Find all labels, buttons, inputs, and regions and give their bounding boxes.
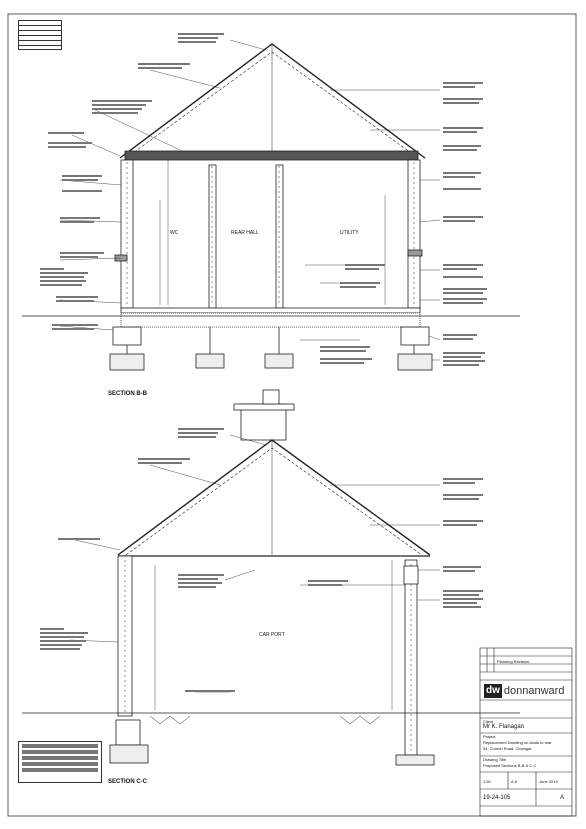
client-label: Client — [483, 719, 494, 724]
project-label: Project — [483, 734, 496, 739]
revision-letter: A — [560, 795, 565, 801]
cc-roof-outline — [118, 440, 430, 555]
cc-window-right — [404, 566, 418, 584]
bb-footing-base-3 — [265, 354, 293, 368]
bb-window-sill-right — [408, 250, 422, 256]
bb-footing-base-2 — [196, 354, 224, 368]
room-label-car-port: CAR PORT — [259, 632, 285, 638]
cc-hatch-left — [150, 716, 190, 724]
cc-footing-base-right — [396, 755, 434, 765]
bb-wall-int-2 — [276, 165, 283, 308]
section-bb — [22, 33, 520, 370]
cc-footing-base-left — [110, 745, 148, 763]
section-cc — [22, 390, 520, 765]
bb-roof-outline — [120, 44, 425, 158]
cc-chimney-cap — [234, 404, 294, 410]
legend-table — [18, 20, 62, 50]
date-value: June 2019 — [539, 779, 558, 784]
bb-footing-left — [113, 327, 141, 345]
bb-footing-base-right — [398, 354, 432, 370]
section-bb-title: SECTION B-B — [108, 391, 147, 397]
bb-ceiling-slab — [125, 151, 418, 160]
bb-floor-hardcore — [121, 313, 420, 327]
drawing-title: Proposed Sections B-B & C-C — [483, 763, 537, 768]
cc-footing-left — [116, 720, 140, 745]
company-name: donnanward — [503, 685, 565, 697]
bb-floor-screed — [121, 308, 420, 313]
bb-footing-right — [401, 327, 429, 345]
client-name: Mr K. Flanagan — [483, 724, 525, 730]
drawing-title-label: Drawing Title — [483, 757, 507, 762]
scale-value: 1:50 — [483, 779, 491, 784]
room-label-wc: WC — [170, 230, 179, 236]
logo-mark-icon: dw — [486, 685, 500, 696]
section-cc-title: SECTION C-C — [108, 779, 147, 785]
cc-brick-hatch — [125, 560, 411, 752]
room-label-rear-hall: REAR HALL — [231, 230, 259, 236]
revision-note: Planning Revision — [497, 659, 530, 664]
title-block-frame — [480, 648, 572, 816]
cc-roof-insulation — [126, 448, 422, 555]
cc-chimney-pot — [263, 390, 279, 404]
project-line-2: 34, Church Road, Cloxagar — [483, 746, 532, 751]
bb-wall-int-1 — [209, 165, 216, 308]
project-line-1: Replacement Dwelling on lands to rear — [483, 740, 552, 745]
cc-hatch-right — [340, 716, 380, 724]
drawn-by-value: A.K — [511, 779, 518, 784]
company-logo — [484, 683, 574, 699]
bb-footing-base-left — [110, 354, 144, 370]
room-label-utility: UTILITY — [340, 230, 359, 236]
drawing-number: 19-24-105 — [483, 795, 511, 801]
general-notes — [18, 741, 102, 783]
